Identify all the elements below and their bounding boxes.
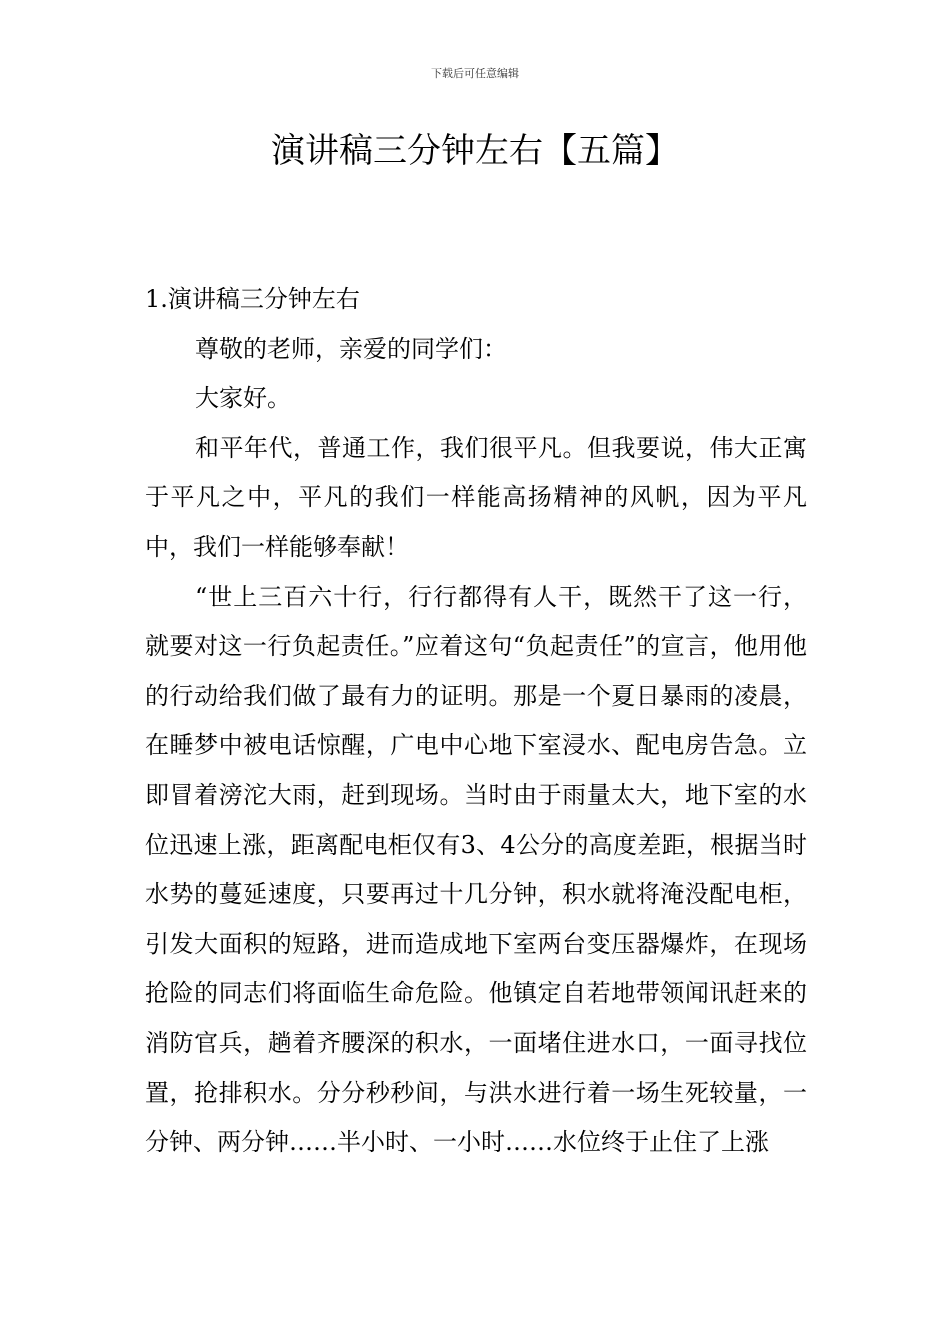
body-paragraph: “世上三百六十行，行行都得有人干，既然干了这一行，就要对这一行负起责任。”应着这句“负起责任”的宣言，他用他的行动给我们做了最有力的证明。那是一个夏日暴雨的凌晨，在睡梦中被电话惊醒，广电中心地下室浸水、配电房告急。立即冒着滂沱大雨，赶到现场。当时由于雨量太大，地下室的水位迅速上涨，距离配电柜仅有3、4公分的高度差距，根据当时水势的蔓延速度，只要再过十几分钟，积水就将淹没配电柜，引发大面积的短路，进而造成地下室两台变压器爆炸，在现场抢险的同志们将面临生命危险。他镇定自若地带领闻讯赶来的消防官兵，趟着齐腰深的积水，一面堵住进水口，一面寻找位置，抢排积水。分分秒秒间，与洪水进行着一场生死较量，一分钟、两分钟……半小时、一小时……水位终于止住了上涨 bbox=[145, 582, 807, 1157]
document-body bbox=[145, 275, 807, 1168]
document-title: 演讲稿三分钟左右【五篇】 bbox=[271, 131, 679, 171]
greeting-paragraph: 大家好。 bbox=[195, 384, 291, 413]
section-heading: 1.演讲稿三分钟左右 bbox=[145, 285, 360, 313]
salutation-paragraph: 尊敬的老师，亲爱的同学们： bbox=[195, 334, 507, 363]
body-paragraph: 和平年代，普通工作，我们很平凡。但我要说，伟大正寓于平凡之中，平凡的我们一样能高扬精神的风帆，因为平凡中，我们一样能够奉献！ bbox=[145, 433, 807, 561]
page-header-note: 下载后可任意编辑 bbox=[431, 67, 519, 80]
